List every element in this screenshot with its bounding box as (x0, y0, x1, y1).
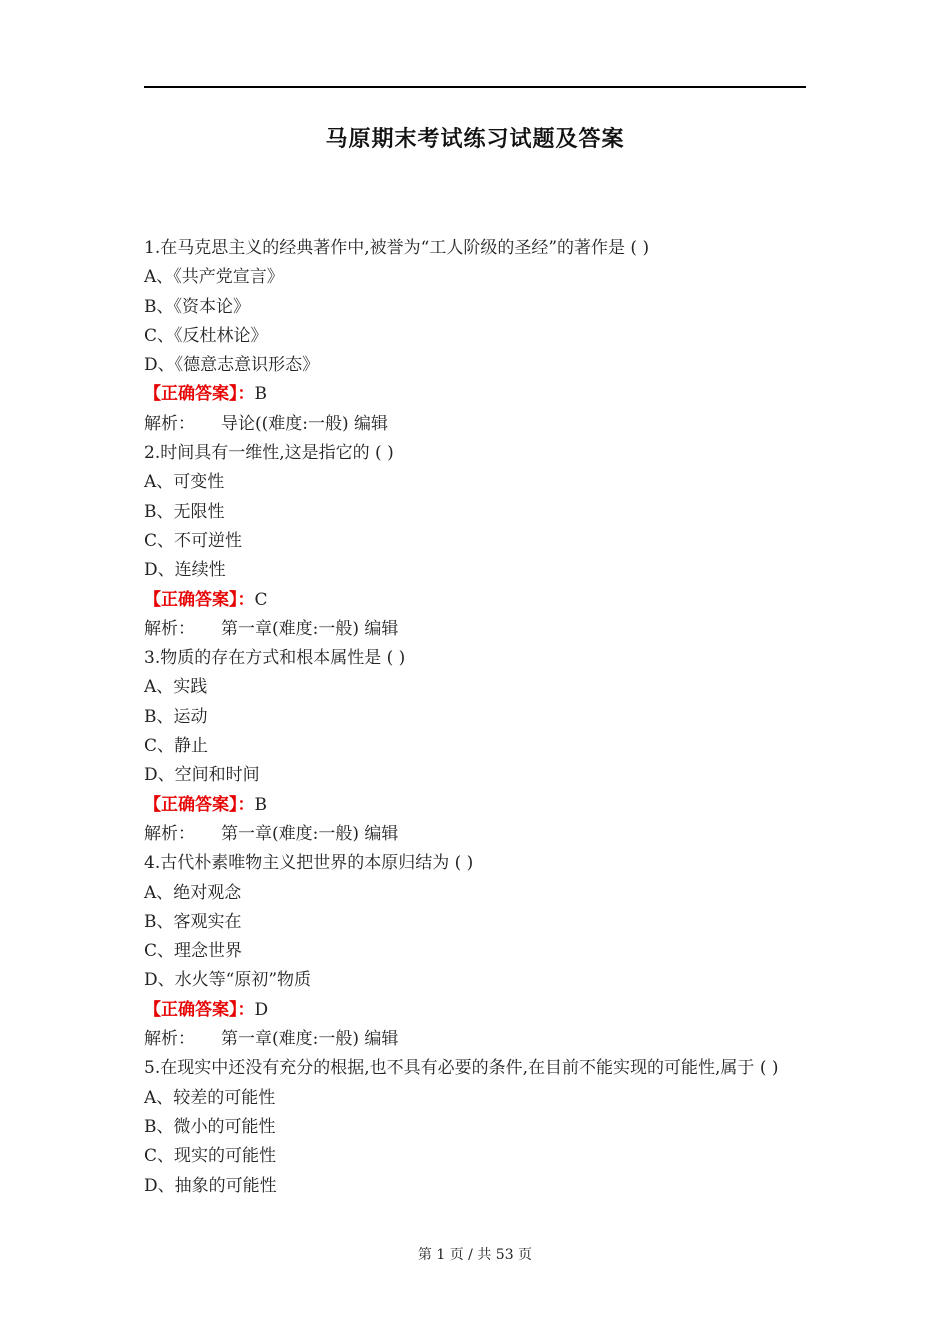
answer-line (144, 380, 806, 409)
header-rule (144, 86, 806, 88)
explain-label: 解析： (144, 823, 195, 844)
option: C、静止 (144, 736, 209, 757)
option: B、客观实在 (144, 911, 242, 932)
explain-label: 解析： (144, 618, 195, 639)
answer-value: B (254, 794, 267, 815)
explain-line (144, 820, 806, 849)
option: B、《资本论》 (144, 296, 250, 317)
option: B、运动 (144, 706, 208, 727)
answer-label: 【正确答案】： (144, 589, 255, 610)
question-stem: 2.时间具有一维性,这是指它的 ( ) (144, 443, 394, 464)
answer-label: 【正确答案】： (144, 794, 255, 815)
option: A、绝对观念 (144, 882, 242, 903)
question-stem: 4.古代朴素唯物主义把世界的本原归结为 ( ) (144, 853, 474, 874)
explain-line (144, 615, 806, 644)
explain-text: 第一章(难度:一般) 编辑 (221, 1029, 399, 1050)
explain-text: 第一章(难度:一般) 编辑 (221, 618, 399, 639)
option: D、《德意志意识形态》 (144, 355, 320, 376)
option: D、抽象的可能性 (144, 1175, 277, 1196)
explain-line (144, 1025, 806, 1054)
document-title: 马原期末考试练习试题及答案 (325, 127, 625, 152)
option: A、实践 (144, 677, 208, 698)
page-footer: 第 1 页 / 共 53 页 (417, 1247, 533, 1263)
question-stem: 3.物质的存在方式和根本属性是 ( ) (144, 648, 406, 669)
option: C、现实的可能性 (144, 1146, 277, 1167)
option: C、《反杜林论》 (144, 325, 268, 346)
answer-line (144, 791, 806, 820)
explain-line (144, 410, 806, 439)
answer-value: B (254, 384, 267, 405)
question-stem: 1.在马克思主义的经典著作中,被誉为“工人阶级的圣经”的著作是 ( ) (144, 238, 650, 258)
option: A、可变性 (144, 472, 225, 493)
question-list (144, 234, 806, 1201)
answer-line (144, 586, 806, 615)
option: D、水火等“原初”物质 (144, 970, 312, 991)
option: C、理念世界 (144, 941, 243, 962)
option: A、《共产党宣言》 (144, 267, 284, 288)
explain-label: 解析： (144, 413, 195, 434)
option: A、较差的可能性 (144, 1087, 276, 1108)
answer-label: 【正确答案】： (144, 999, 255, 1020)
explain-text: 导论((难度:一般) 编辑 (221, 413, 389, 434)
answer-line (144, 996, 806, 1025)
option: D、空间和时间 (144, 765, 260, 786)
answer-value: D (254, 999, 269, 1020)
question-stem: 5.在现实中还没有充分的根据,也不具有必要的条件,在目前不能实现的可能性,属于 ( ) (144, 1058, 779, 1079)
answer-value: C (254, 589, 268, 610)
option: B、无限性 (144, 501, 225, 522)
option: C、不可逆性 (144, 530, 243, 551)
option: B、微小的可能性 (144, 1116, 276, 1137)
explain-label: 解析： (144, 1029, 195, 1050)
option: D、连续性 (144, 560, 226, 581)
answer-label: 【正确答案】： (144, 384, 255, 405)
explain-text: 第一章(难度:一般) 编辑 (221, 823, 399, 844)
